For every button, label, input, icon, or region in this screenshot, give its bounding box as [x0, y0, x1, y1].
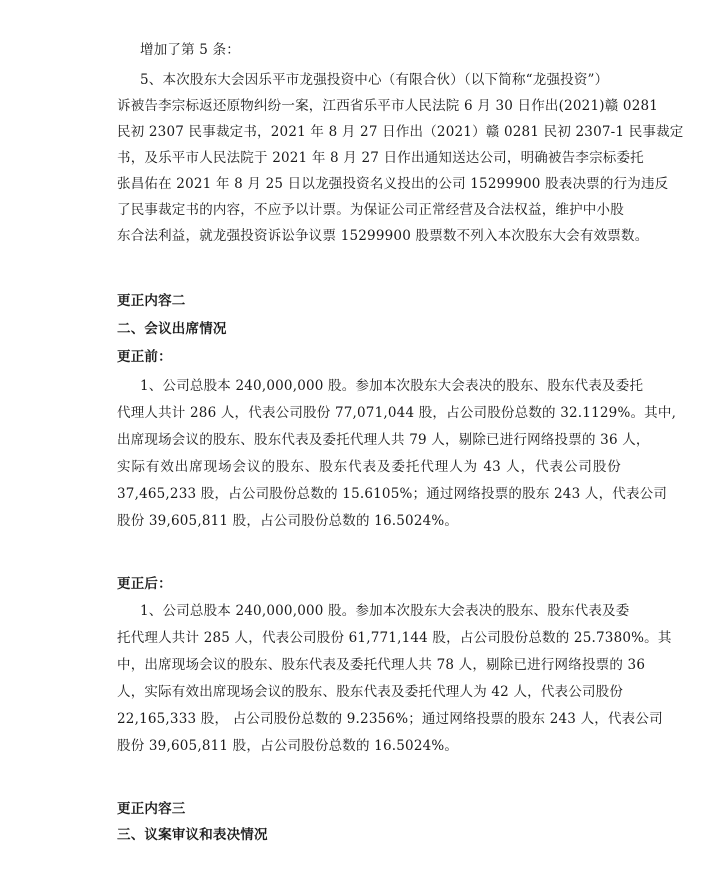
- before-line-4: 实际有效出席现场会议的股东、股东代表及委托代理人为 43 人，代表公司股份: [117, 459, 621, 475]
- after-line-1: 1、公司总股本 240,000,000 股。参加本次股东大会表决的股东、股东代表及委: [140, 603, 630, 619]
- before-line-3: 出席现场会议的股东、股东代表及委托代理人共 79 人，剔除已进行网络投票的 36 人，: [117, 432, 650, 448]
- item5-line-1: 5、本次股东大会因乐平市龙强投资中心（有限合伙）（以下简称“龙强投资”）: [140, 72, 609, 88]
- after-line-6: 股份 39,605,811 股，占公司股份总数的 16.5024%。: [117, 738, 459, 754]
- before-line-1: 1、公司总股本 240,000,000 股。参加本次股东大会表决的股东、股东代表及委托: [140, 378, 644, 394]
- before-line-5: 37,465,233 股，占公司股份总数的 15.6105%；通过网络投票的股东 243 人，代表公司: [117, 486, 668, 502]
- section2-heading: 更正内容二: [117, 293, 186, 309]
- item5-line-2: 诉被告李宗标返还原物纠纷一案，江西省乐平市人民法院 6 月 30 日作出(2021)赣 0281: [117, 98, 659, 114]
- after-line-2: 托代理人共计 285 人，代表公司股份 61,771,144 股，占公司股份总数的 25.7380%。其: [117, 630, 672, 646]
- after-line-4: 人，实际有效出席现场会议的股东、股东代表及委托代理人为 42 人，代表公司股份: [117, 684, 624, 700]
- section3-title: 三、议案审议和表决情况: [117, 827, 268, 843]
- after-label: 更正后：: [117, 576, 172, 592]
- before-line-6: 股份 39,605,811 股，占公司股份总数的 16.5024%。: [117, 513, 459, 529]
- section2-title: 二、会议出席情况: [117, 321, 227, 337]
- section1-intro: 增加了第 5 条：: [140, 42, 240, 58]
- item5-line-3: 民初 2307 民事裁定书，2021 年 8 月 27 日作出（2021）赣 0281 民初 2307-1 民事裁定: [117, 124, 684, 140]
- before-line-2: 代理人共计 286 人，代表公司股份 77,071,044 股，占公司股份总数的 32.1129%。其中,: [117, 405, 677, 421]
- item5-line-6: 了民事裁定书的内容，不应予以计票。为保证公司正常经营及合法权益，维护中小股: [117, 202, 624, 218]
- before-label: 更正前：: [117, 349, 172, 365]
- item5-line-4: 书，及乐平市人民法院于 2021 年 8 月 27 日作出通知送达公司，明确被告李宗标委托: [117, 150, 644, 166]
- item5-line-5: 张昌佑在 2021 年 8 月 25 日以龙强投资名义投出的公司 15299900 股表决票的行为违反: [117, 176, 669, 192]
- section3-heading: 更正内容三: [117, 801, 186, 817]
- after-line-5: 22,165,333 股， 占公司股份总数的 9.2356%；通过网络投票的股东 243 人，代表公司: [117, 711, 663, 727]
- item5-line-7: 东合法利益，就龙强投资诉讼争议票 15299900 股票数不列入本次股东大会有效票数。: [117, 228, 649, 244]
- after-line-3: 中，出席现场会议的股东、股东代表及委托代理人共 78 人，剔除已进行网络投票的 36: [117, 657, 646, 673]
